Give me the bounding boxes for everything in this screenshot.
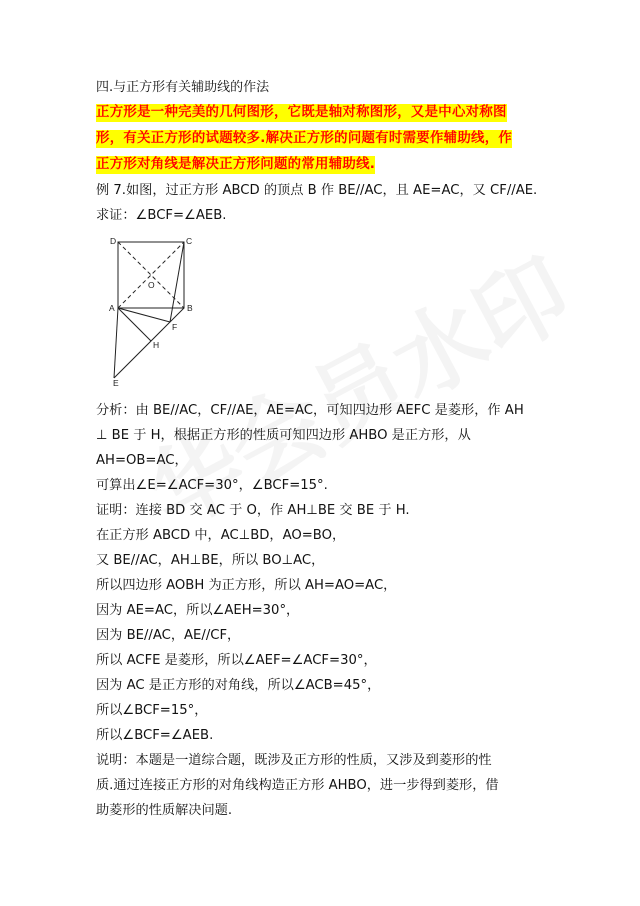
label-b: B bbox=[187, 303, 193, 313]
section-title: 四.与正方形有关辅助线的作法 bbox=[96, 80, 270, 95]
label-d: D bbox=[110, 236, 117, 246]
proof-line-10: 所以∠BCF=∠AEB. bbox=[96, 728, 214, 743]
proof-line-7: 所以 ACFE 是菱形，所以∠AEF=∠ACF=30°， bbox=[96, 653, 377, 668]
proof-line-6: 因为 BE//AC，AE//CF， bbox=[96, 628, 241, 643]
proof-line-3: 又 BE//AC，AH⊥BE，所以 BO⊥AC， bbox=[96, 553, 325, 568]
highlight-line-1: 正方形是一种完美的几何图形，它既是轴对称图形，又是中心对称图 bbox=[96, 105, 507, 120]
label-a: A bbox=[109, 303, 115, 313]
proof-line-2: 在正方形 ABCD 中，AC⊥BD，AO=BO， bbox=[96, 528, 346, 543]
analysis-line-3: AH=OB=AC， bbox=[96, 453, 188, 468]
analysis-line-2: ⊥ BE 于 H，根据正方形的性质可知四边形 AHBO 是正方形，从 bbox=[96, 428, 471, 443]
analysis-line-1: 分析：由 BE//AC，CF//AE，AE=AC，可知四边形 AEFC 是菱形，作 AH bbox=[96, 403, 524, 418]
proof-line-4: 所以四边形 AOBH 为正方形，所以 AH=AO=AC， bbox=[96, 578, 397, 593]
segment-ae bbox=[114, 308, 118, 378]
label-c: C bbox=[186, 236, 193, 246]
label-e: E bbox=[113, 378, 119, 388]
highlight-line-2: 形，有关正方形的试题较多.解决正方形的问题有时需要作辅助线，作 bbox=[96, 131, 513, 146]
geometry-figure bbox=[100, 232, 210, 390]
proof-line-5: 因为 AE=AC，所以∠AEH=30°， bbox=[96, 603, 300, 618]
segment-be bbox=[114, 308, 184, 378]
proof-line-8: 因为 AC 是正方形的对角线，所以∠ACB=45°， bbox=[96, 678, 381, 693]
label-f: F bbox=[172, 322, 178, 332]
label-h: H bbox=[153, 340, 160, 350]
segment-af bbox=[118, 308, 170, 322]
analysis-line-4: 可算出∠E=∠ACF=30°，∠BCF=15°. bbox=[96, 478, 328, 493]
proof-line-1: 证明：连接 BD 交 AC 于 O，作 AH⊥BE 交 BE 于 H. bbox=[96, 503, 410, 518]
note-line-1: 说明：本题是一道综合题，既涉及正方形的性质，又涉及到菱形的性 bbox=[96, 753, 492, 768]
note-line-2: 质.通过连接正方形的对角线构造正方形 AHBO，进一步得到菱形，借 bbox=[96, 778, 499, 793]
proof-line-9: 所以∠BCF=15°， bbox=[96, 703, 208, 718]
note-line-3: 助菱形的性质解决问题. bbox=[96, 803, 233, 818]
example-statement: 例 7.如图，过正方形 ABCD 的顶点 B 作 BE//AC，且 AE=AC，又 CF//AE. bbox=[96, 183, 538, 198]
label-o: O bbox=[148, 280, 155, 290]
highlight-line-3: 正方形对角线是解决正方形问题的常用辅助线. bbox=[96, 157, 376, 172]
example-prove: 求证：∠BCF=∠AEB. bbox=[96, 208, 227, 223]
